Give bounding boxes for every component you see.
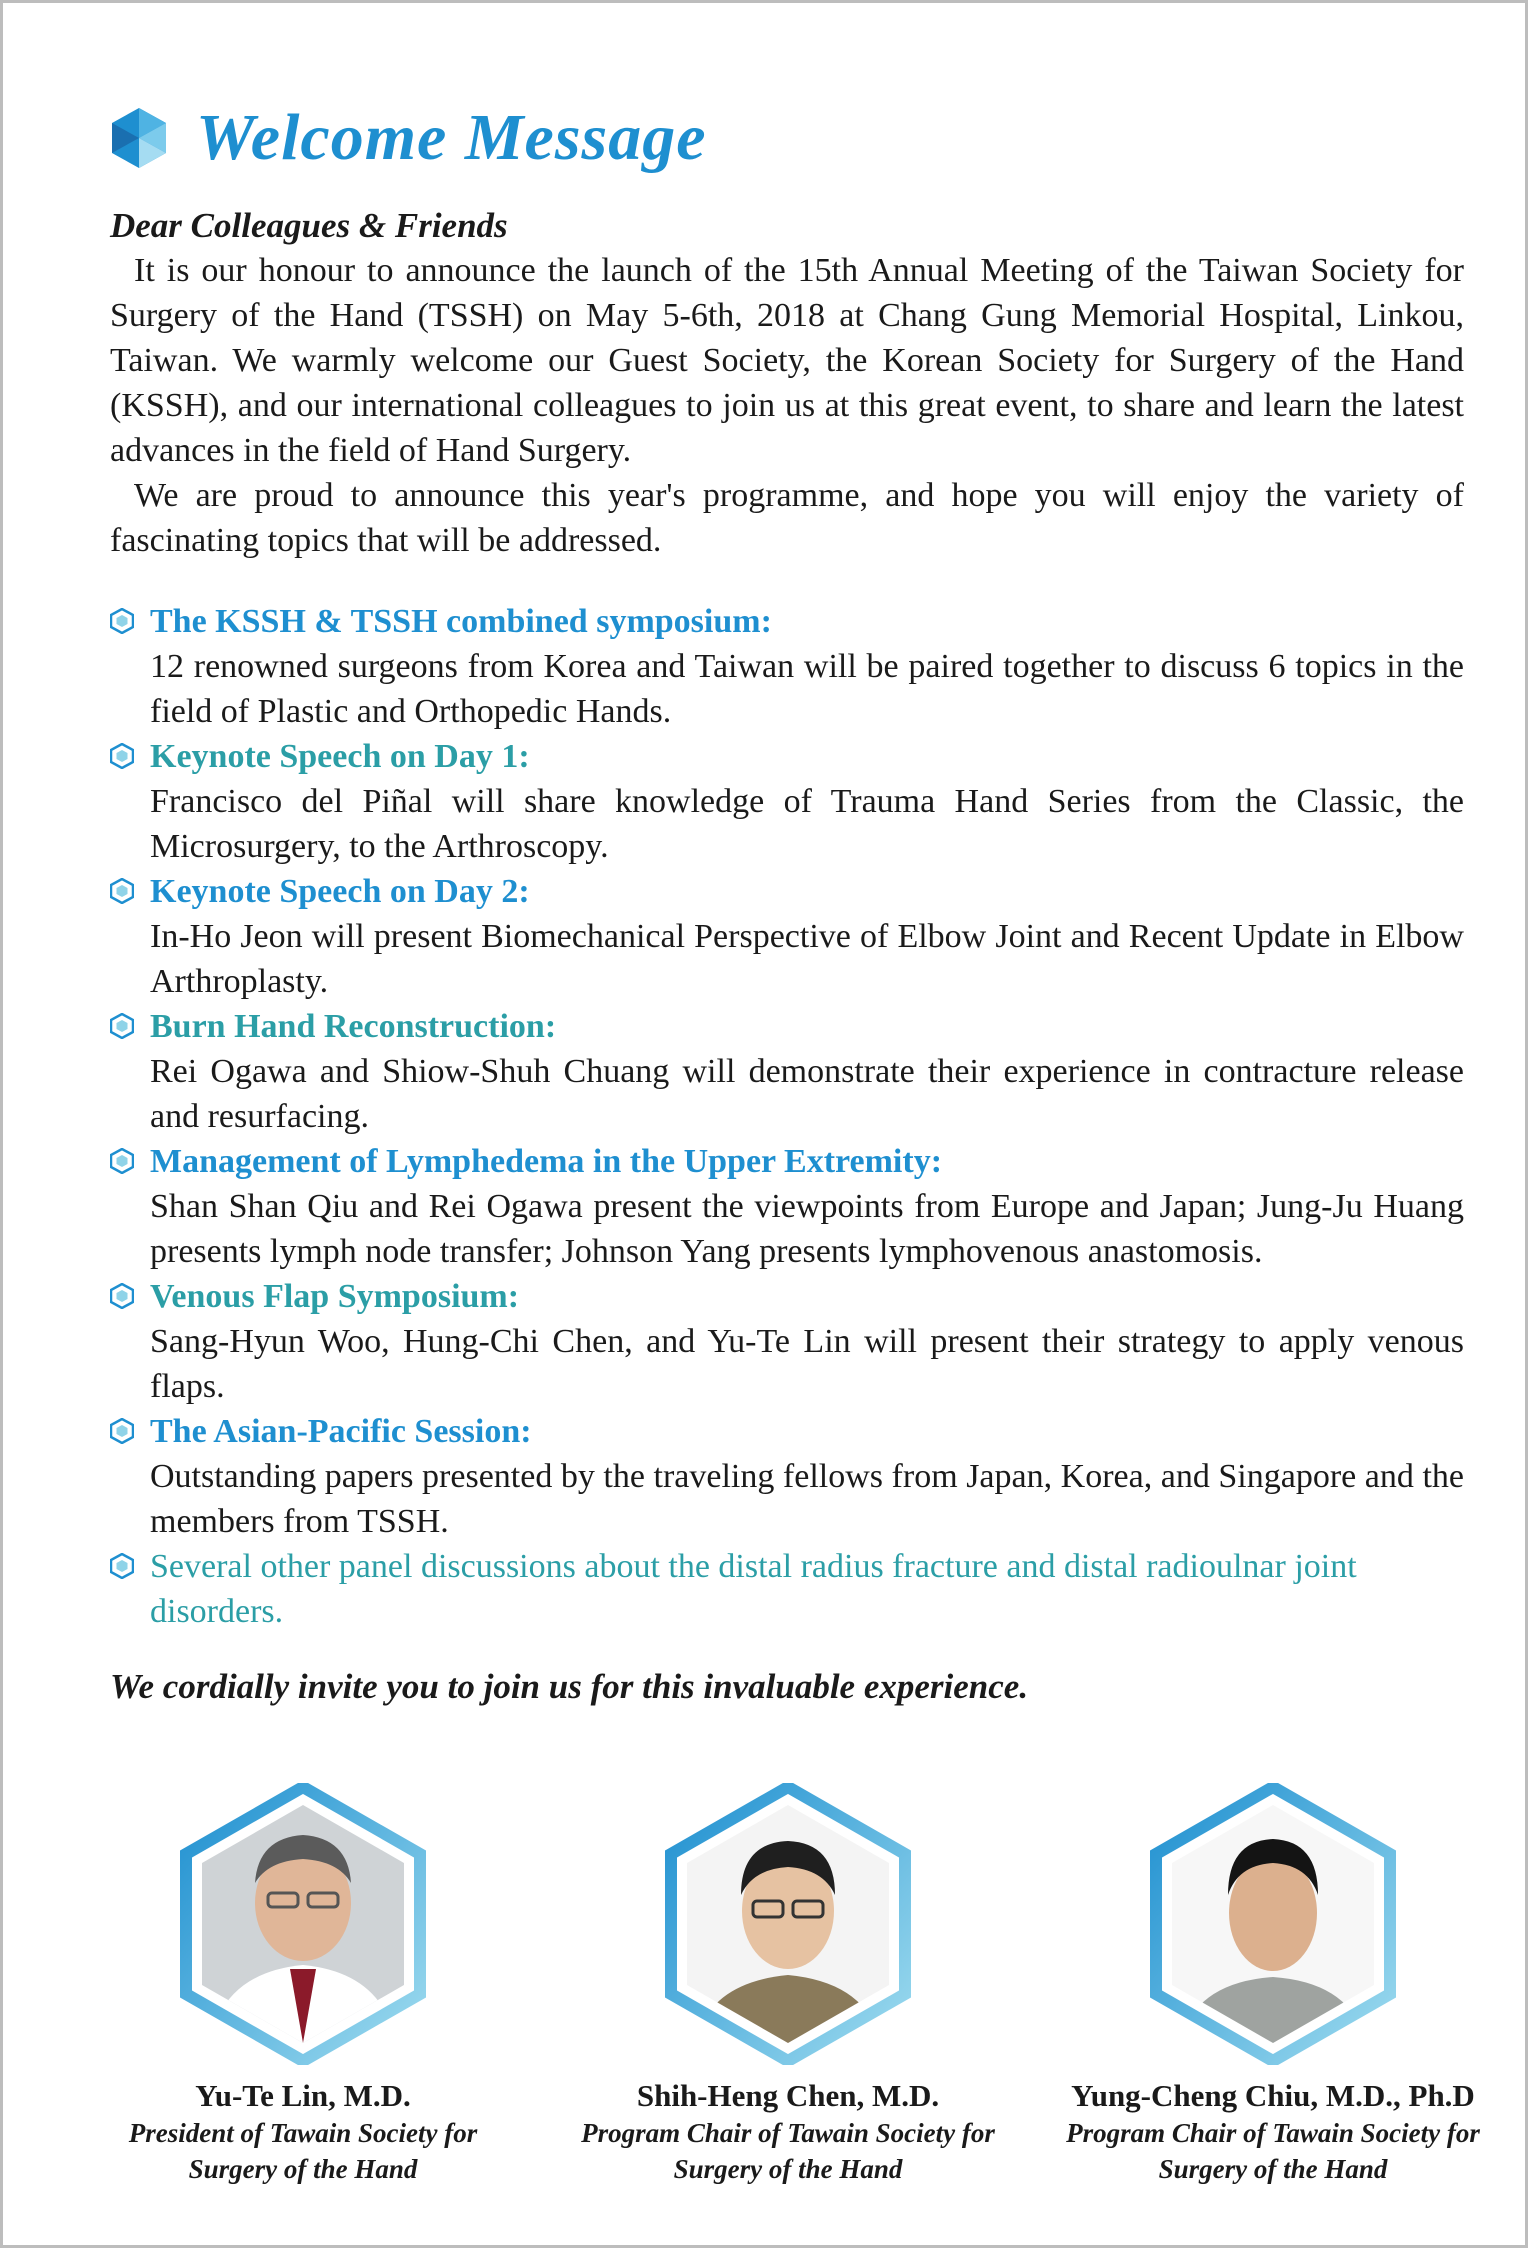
intro-paragraph-2: We are proud to announce this year's programme, and hope you will enjoy the variety of fascinating topics that will be addressed. bbox=[110, 477, 1464, 559]
topic-text: Several other panel discussions about the distal radius fracture and distal radioulnar joint disorders. bbox=[150, 1548, 1357, 1630]
hexagon-bullet-icon bbox=[110, 1418, 134, 1444]
hexagon-logo-icon bbox=[110, 106, 168, 170]
hexagon-bullet-icon bbox=[110, 878, 134, 904]
hexagon-bullet-icon bbox=[110, 1553, 134, 1579]
hexagon-bullet-icon bbox=[110, 743, 134, 769]
topic-body: Francisco del Piñal will share knowledge of Trauma Hand Series from the Classic, the Microsurgery, to the Arthroscopy. bbox=[150, 783, 1464, 865]
topic-heading: The KSSH & TSSH combined symposium: bbox=[150, 603, 772, 640]
topic-item bbox=[110, 1274, 1464, 1409]
person-role: Surgery of the Hand bbox=[1158, 2154, 1388, 2184]
person-card bbox=[548, 1783, 1028, 2187]
topic-heading: Management of Lymphedema in the Upper Extremity: bbox=[150, 1143, 943, 1180]
content bbox=[110, 93, 1464, 1709]
topic-heading: Keynote Speech on Day 2: bbox=[150, 873, 530, 910]
person-name: Shih-Heng Chen, M.D. bbox=[636, 2078, 940, 2113]
topic-heading: The Asian-Pacific Session: bbox=[150, 1413, 532, 1450]
hexagon-bullet-icon bbox=[110, 1148, 134, 1174]
topic-item bbox=[110, 1004, 1464, 1139]
topic-heading: Burn Hand Reconstruction: bbox=[150, 1008, 557, 1045]
topic-heading: Venous Flap Symposium: bbox=[150, 1278, 520, 1315]
topic-body: Rei Ogawa and Shiow-Shuh Chuang will demonstrate their experience in contracture release and resurfacing. bbox=[150, 1053, 1464, 1135]
topic-item bbox=[110, 1409, 1464, 1544]
topic-heading: Keynote Speech on Day 1: bbox=[150, 738, 530, 775]
topic-item bbox=[110, 734, 1464, 869]
portrait-photo bbox=[1148, 1783, 1398, 2065]
topic-item bbox=[110, 869, 1464, 1004]
topic-body: Sang-Hyun Woo, Hung-Chi Chen, and Yu-Te Lin will present their strategy to apply venous flaps. bbox=[150, 1323, 1464, 1405]
topic-item bbox=[110, 599, 1464, 734]
hexagon-bullet-icon bbox=[110, 1013, 134, 1039]
person-name: Yu-Te Lin, M.D. bbox=[195, 2078, 411, 2113]
topic-body: 12 renowned surgeons from Korea and Taiwan will be paired together to discuss 6 topics in the field of Plastic and Orthopedic Hands. bbox=[150, 648, 1464, 730]
portrait-photo bbox=[178, 1783, 428, 2065]
title-row bbox=[110, 93, 1464, 183]
person-role: President of Tawain Society for bbox=[128, 2118, 478, 2148]
topic-body: Shan Shan Qiu and Rei Ogawa present the viewpoints from Europe and Japan; Jung-Ju Huang presents lymph node transfer; Johnson Yang presents lymphovenous anastomosis. bbox=[150, 1188, 1464, 1270]
hexagon-bullet-icon bbox=[110, 608, 134, 634]
closing-invitation: We cordially invite you to join us for this invaluable experience. bbox=[110, 1667, 1029, 1706]
topic-list bbox=[110, 599, 1464, 1634]
person-name: Yung-Cheng Chiu, M.D., Ph.D bbox=[1071, 2078, 1475, 2113]
hexagon-bullet-icon bbox=[110, 1283, 134, 1309]
person-role: Program Chair of Tawain Society for bbox=[581, 2118, 995, 2148]
person-role: Surgery of the Hand bbox=[673, 2154, 903, 2184]
people-row bbox=[63, 1783, 1483, 2203]
person-card bbox=[1033, 1783, 1513, 2187]
intro-paragraph-1: It is our honour to announce the launch of the 15th Annual Meeting of the Taiwan Society for Surgery of the Hand (TSSH) on May 5-6th, 2018 at Chang Gung Memorial Hospital, Linkou, Taiwan. We warmly welcome our Guest Society, the Korean Society for Surgery of the Hand (KSSH), and our international colleagues to join us at this great event, to share and learn the latest advances in the field of Hand Surgery. bbox=[110, 252, 1464, 469]
person-role: Surgery of the Hand bbox=[188, 2154, 418, 2184]
person-card bbox=[63, 1783, 543, 2187]
person-role: Program Chair of Tawain Society for bbox=[1066, 2118, 1480, 2148]
topic-body: In-Ho Jeon will present Biomechanical Perspective of Elbow Joint and Recent Update in Elbow Arthroplasty. bbox=[150, 918, 1464, 1000]
topic-item bbox=[110, 1139, 1464, 1274]
salutation: Dear Colleagues & Friends bbox=[110, 206, 508, 245]
portrait-photo bbox=[663, 1783, 913, 2065]
topic-item bbox=[110, 1544, 1464, 1634]
page-title: Welcome Message bbox=[196, 101, 707, 174]
topic-body: Outstanding papers presented by the traveling fellows from Japan, Korea, and Singapore and the members from TSSH. bbox=[150, 1458, 1464, 1540]
